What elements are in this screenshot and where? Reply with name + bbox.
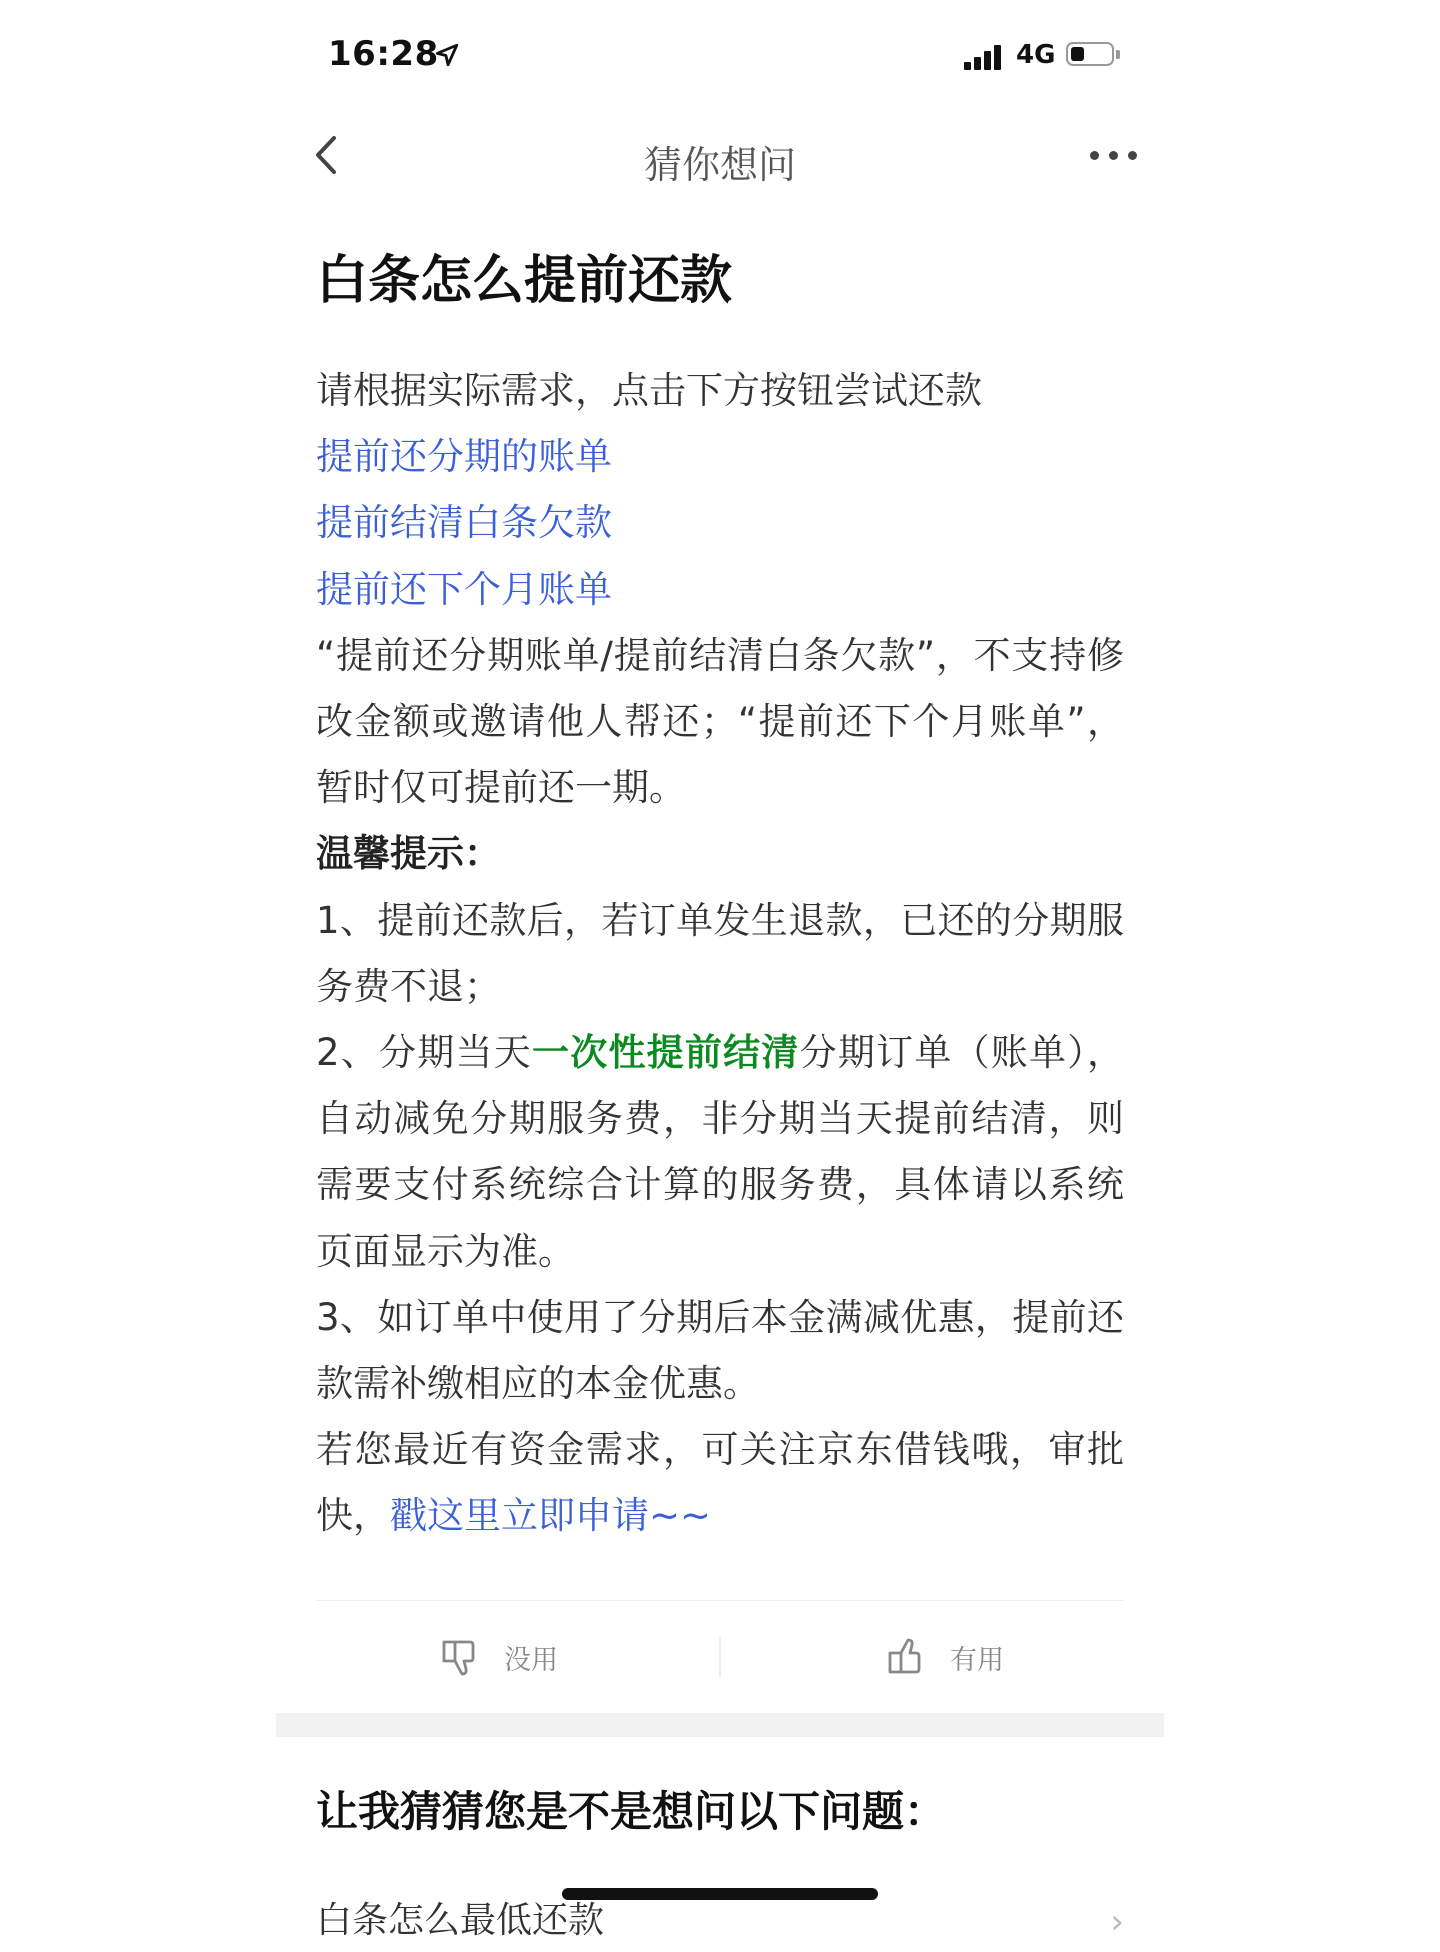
section-separator <box>276 1713 1164 1737</box>
link-repay-installment[interactable]: 提前还分期的账单 <box>316 435 612 479</box>
article-title: 白条怎么提前还款 <box>316 251 733 311</box>
note-text: “提前还分期账单/提前结清白条欠款”，不支持修改金额或邀请他人帮还；“提前还下个月账单”，暂时仅可提前还一期。 <box>316 633 1124 810</box>
useless-button[interactable] <box>440 1601 558 1713</box>
tips-title: 温馨提示： <box>316 832 501 876</box>
phone-screen <box>276 0 1164 1942</box>
guess-item[interactable] <box>316 1892 1124 1952</box>
battery-icon <box>1066 42 1114 66</box>
chevron-right-icon: › <box>1110 1902 1124 1942</box>
home-indicator[interactable] <box>562 1888 878 1900</box>
page-title: 猜你想问 <box>643 143 796 187</box>
link-settle-baitiao[interactable]: 提前结清白条欠款 <box>316 501 612 545</box>
tip-1: 1、提前还款后，若订单发生退款，已还的分期服务费不退； <box>316 898 1124 1008</box>
tip-2-suffix: 分期订单（账单），自动减免分期服务费，非分期当天提前结清，则需要支付系统综合计算的服务费，具体请以系统页面显示为准。 <box>316 1031 1125 1273</box>
useful-button[interactable] <box>886 1601 1004 1713</box>
useful-label: 有用 <box>950 1644 1004 1676</box>
more-dots-icon[interactable] <box>1086 138 1146 172</box>
link-repay-next-month[interactable]: 提前还下个月账单 <box>316 567 612 611</box>
tip-2-prefix: 2、分期当天 <box>316 1031 532 1075</box>
feedback-separator <box>719 1637 721 1677</box>
signal-bars-icon <box>964 44 1004 70</box>
article-header <box>316 236 1124 326</box>
promo-text: 若您最近有资金需求，可关注京东借钱哦，审批快， <box>316 1428 1124 1538</box>
intro-text: 请根据实际需求，点击下方按钮尝试还款 <box>316 369 982 412</box>
feedback-bar <box>276 1601 1164 1713</box>
thumbs-down-icon <box>440 1636 482 1678</box>
battery-tip <box>1116 50 1120 59</box>
status-bar <box>276 0 1164 110</box>
tip-3: 3、如订单中使用了分期后本金满减优惠，提前还款需补缴相应的本金优惠。 <box>316 1295 1124 1406</box>
thumbs-up-icon <box>886 1636 928 1678</box>
guess-item-label: 白条怎么最低还款 <box>316 1900 605 1941</box>
battery-fill <box>1071 47 1084 61</box>
apply-link[interactable]: 戳这里立即申请~~ <box>390 1494 712 1538</box>
network-type: 4G <box>1016 40 1056 70</box>
article-body <box>316 358 1124 1550</box>
promo-paragraph <box>316 1417 1124 1549</box>
guess-section-title: 让我猜猜您是不是想问以下问题： <box>316 1787 947 1836</box>
location-arrow-icon <box>434 42 460 68</box>
tip-2-highlight: 一次性提前结清 <box>531 1031 800 1075</box>
status-time: 16:28 <box>328 34 439 74</box>
tip-2 <box>316 1020 1124 1285</box>
useless-label: 没用 <box>504 1644 558 1676</box>
nav-bar <box>276 110 1164 200</box>
